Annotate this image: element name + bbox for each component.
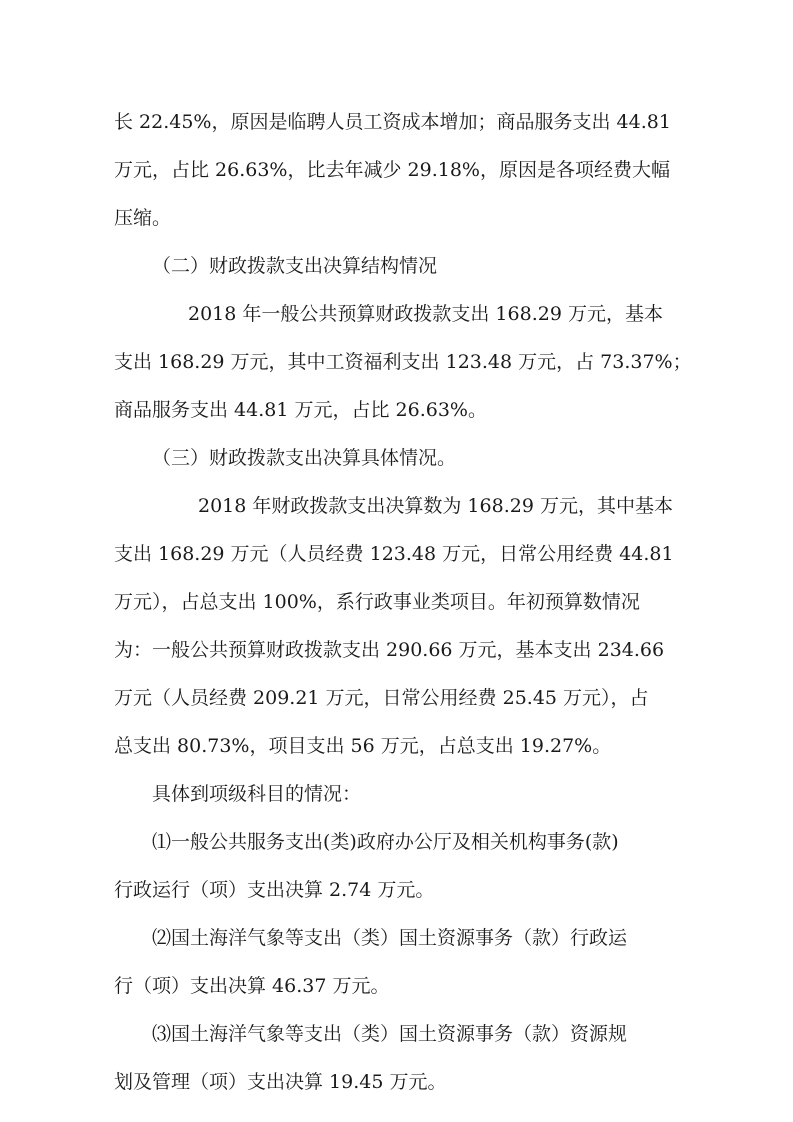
body-text-line: 具体到项级科目的情况： xyxy=(152,783,362,805)
list-item-line: 行政运行（项）支出决算 2.74 万元。 xyxy=(114,879,435,901)
body-text-line: 商品服务支出 44.81 万元，占比 26.63%。 xyxy=(114,399,487,421)
body-text-line: 支出 168.29 万元，其中工资福利支出 123.48 万元，占 73.37%； xyxy=(114,351,692,373)
list-item-line: ⑴一般公共服务支出(类)政府办公厅及相关机构事务(款) xyxy=(152,831,619,853)
body-text-line: 总支出 80.73%，项目支出 56 万元，占总支出 19.27%。 xyxy=(114,735,612,757)
body-text-line: 万元，占比 26.63%，比去年减少 29.18%，原因是各项经费大幅 xyxy=(114,159,670,181)
body-text-line: 长 22.45%，原因是临聘人员工资成本增加；商品服务支出 44.81 xyxy=(114,111,671,133)
body-text-line: 2018 年一般公共预算财政拨款支出 168.29 万元，基本 xyxy=(188,303,663,325)
body-text-line: 为：一般公共预算财政拨款支出 290.66 万元，基本支出 234.66 xyxy=(114,639,665,661)
list-item-line: ⑶国土海洋气象等支出（类）国土资源事务（款）资源规 xyxy=(152,1023,628,1045)
body-text-line: 万元（人员经费 209.21 万元，日常公用经费 25.45 万元），占 xyxy=(114,687,649,709)
list-item-line: 划及管理（项）支出决算 19.45 万元。 xyxy=(114,1071,447,1093)
body-text-line: 万元），占总支出 100%，系行政事业类项目。年初预算数情况 xyxy=(114,591,640,613)
body-text-line: 2018 年财政拨款支出决算数为 168.29 万元，其中基本 xyxy=(198,495,673,517)
list-item-line: 行（项）支出决算 46.37 万元。 xyxy=(114,975,390,997)
body-text-line: 支出 168.29 万元（人员经费 123.48 万元，日常公用经费 44.81 xyxy=(114,543,674,565)
list-item-line: ⑵国土海洋气象等支出（类）国土资源事务（款）行政运 xyxy=(152,927,628,949)
section-heading: （二）财政拨款支出决算结构情况 xyxy=(152,255,438,277)
body-text-line: 压缩。 xyxy=(114,207,172,229)
section-heading: （三）财政拨款支出决算具体情况。 xyxy=(152,447,457,469)
